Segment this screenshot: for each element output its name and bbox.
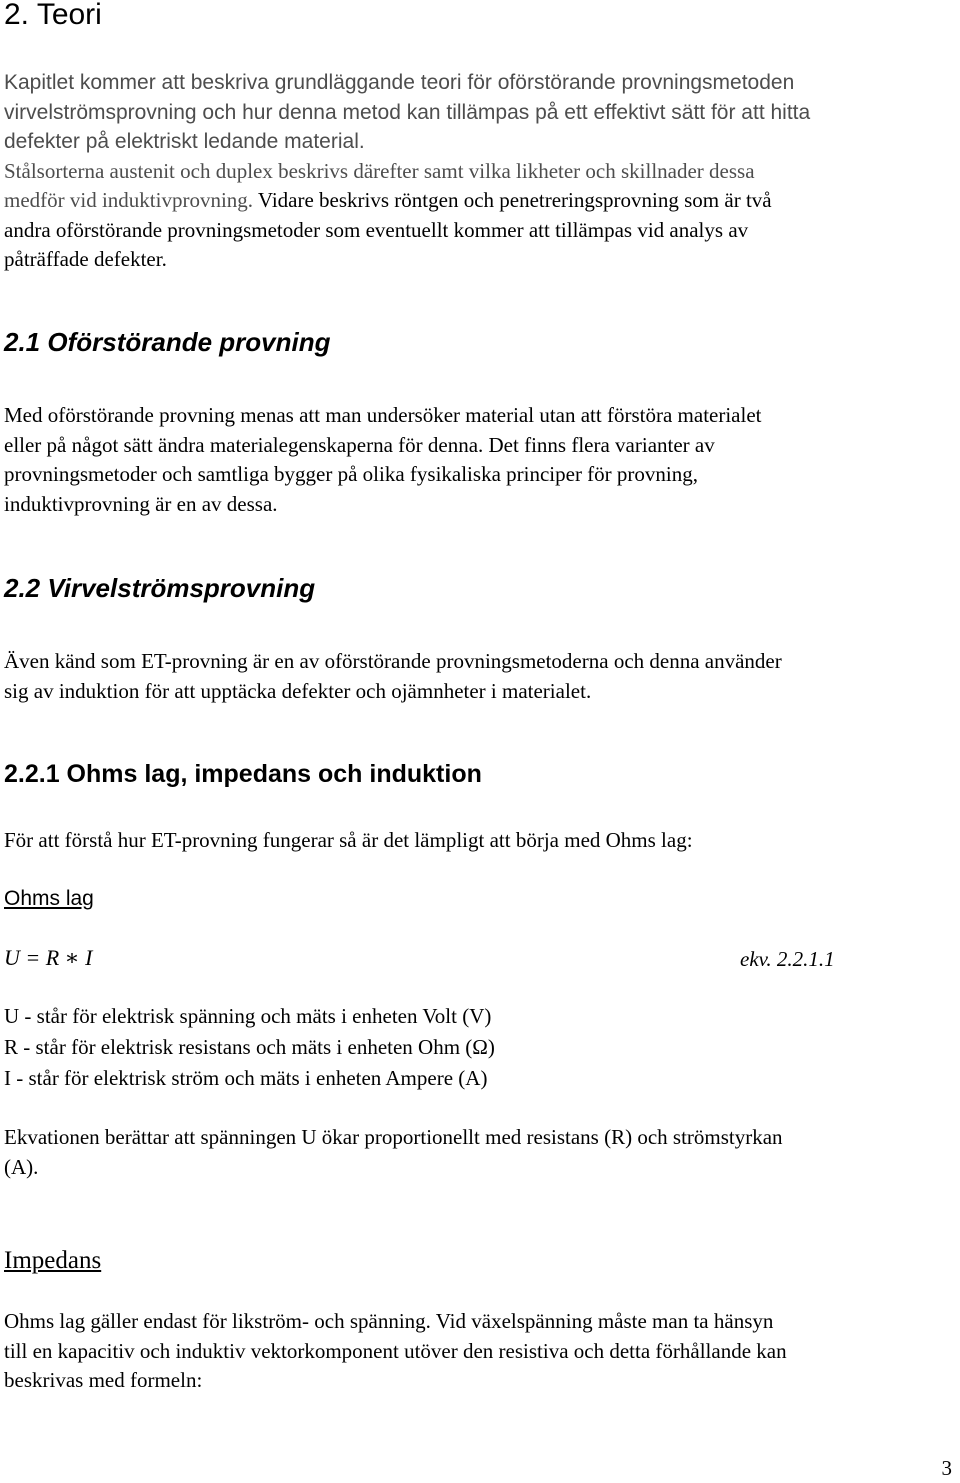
variable-definitions (4, 1001, 495, 1094)
intro-paragraph (4, 68, 810, 275)
paragraph-line: sig av induktion för att upptäcka defekter och ojämnheter i materialet. (4, 678, 592, 703)
paragraph-line: induktivprovning är en av dessa. (4, 491, 278, 516)
impedans-paragraph (4, 1307, 787, 1396)
intro-line: virvelströmsprovning och hur denna metod kan tillämpas på ett effektivt sätt för att hitta (4, 100, 811, 124)
section-2-2-paragraph (4, 647, 782, 706)
intro-line-part: medför vid induktivprovning. (4, 188, 254, 212)
intro-line-part: Vidare beskrivs röntgen och penetreringsprovning som är två (253, 188, 772, 212)
intro-line: Kapitlet kommer att beskriva grundläggande teori för oförstörande provningsmetoden (4, 71, 795, 94)
definition-line: U - står för elektrisk spänning och mäts i enheten Volt (V) (4, 1004, 492, 1028)
paragraph-line: Även känd som ET-provning är en av oförstörande provningsmetoderna och denna använder (4, 649, 782, 673)
paragraph-line: eller på något sätt ändra materialegenskaperna för denna. Det finns flera varianter av (4, 432, 715, 457)
paragraph-line: (A). (4, 1154, 39, 1179)
paragraph-line: till en kapacitiv och induktiv vektorkomponent utöver den resistiva och detta förhållande kan (4, 1338, 787, 1363)
impedans-heading: Impedans (4, 1247, 102, 1274)
ohms-equation: U = R ∗ I (4, 945, 93, 970)
definition-line: I - står för elektrisk ström och mäts i enheten Ampere (A) (4, 1066, 488, 1090)
equation-label: ekv. 2.2.1.1 (740, 947, 835, 971)
page-number: 3 (941, 1456, 952, 1480)
section-heading-2-2-1: 2.2.1 Ohms lag, impedans och induktion (4, 760, 482, 788)
paragraph-line: beskrivas med formeln: (4, 1368, 203, 1392)
paragraph-line: Med oförstörande provning menas att man undersöker material utan att förstöra materialet (4, 403, 762, 427)
intro-line: andra oförstörande provningsmetoder som eventuellt kommer att tillämpas vid analys av (4, 217, 749, 242)
paragraph-line: Ohms lag gäller endast för likström- och spänning. Vid växelspänning måste man ta hänsyn (4, 1309, 774, 1333)
ohms-lag-heading: Ohms lag (4, 887, 94, 910)
paragraph-line: provningsmetoder och samtliga bygger på olika fysikaliska principer för provning, (4, 462, 698, 486)
equation-explanation (4, 1123, 783, 1182)
page-title: 2. Teori (4, 0, 102, 31)
section-heading-2-2: 2.2 Virvelströmsprovning (4, 573, 316, 603)
section-2-1-paragraph (4, 401, 762, 519)
definition-line: R - står för elektrisk resistans och mäts i enheten Ohm (Ω) (4, 1035, 495, 1059)
intro-line (4, 186, 810, 216)
intro-line: påträffade defekter. (4, 247, 167, 271)
intro-line: defekter på elektriskt ledande material. (4, 130, 365, 153)
ohms-intro: För att förstå hur ET-provning fungerar så är det lämpligt att börja med Ohms lag: (4, 828, 693, 852)
intro-line: Stålsorterna austenit och duplex beskrivs därefter samt vilka likheter och skillnader dessa (4, 158, 755, 183)
section-heading-2-1: 2.1 Oförstörande provning (4, 327, 331, 357)
paragraph-line: Ekvationen berättar att spänningen U ökar proportionellt med resistans (R) och strömstyrkan (4, 1125, 783, 1149)
